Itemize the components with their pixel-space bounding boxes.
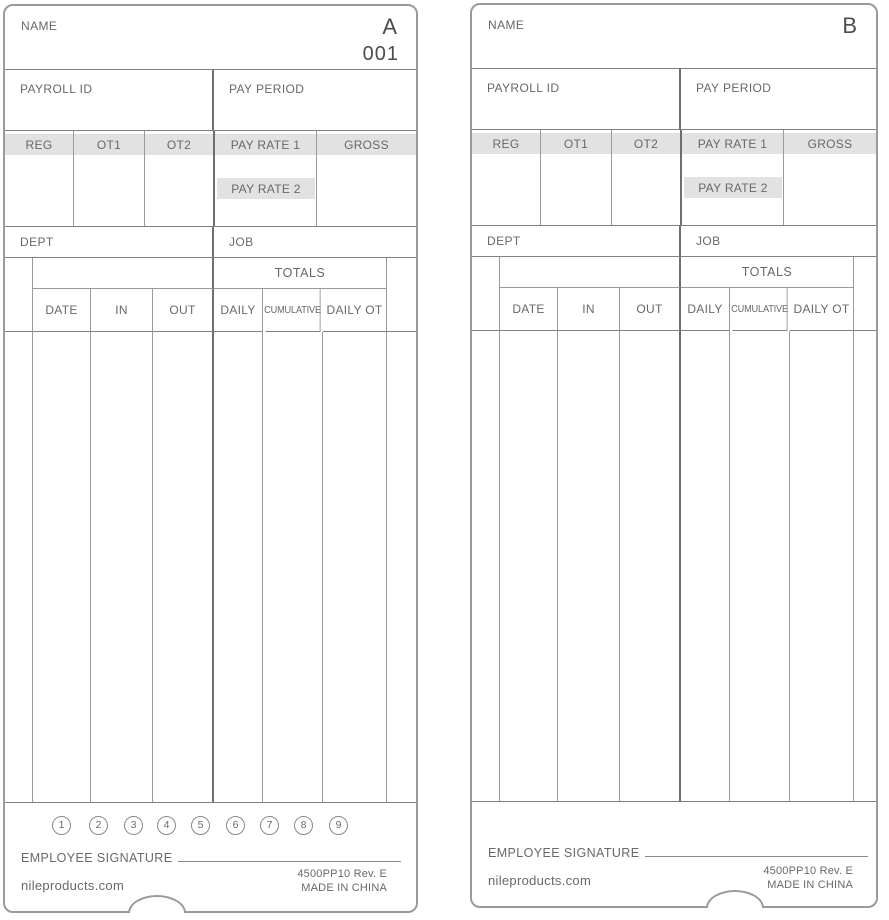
pay-period-label: PAY PERIOD — [229, 82, 305, 96]
ot2-cell — [612, 130, 682, 225]
punch-number-circle-9: 9 — [329, 816, 348, 835]
gross-cell — [317, 131, 416, 226]
employee-signature-label: EMPLOYEE SIGNATURE — [488, 846, 640, 860]
column-header-date: DATE — [500, 288, 558, 331]
punch-column — [472, 331, 500, 801]
punch-column — [263, 332, 323, 802]
punch-number-circle-4: 4 — [157, 816, 176, 835]
ot2-cell — [145, 131, 215, 226]
job-cell — [681, 226, 876, 256]
punch-number-circle-6: 6 — [226, 816, 245, 835]
punch-column — [323, 332, 387, 802]
part-number-text: 4500PP10 Rev. E — [763, 865, 853, 877]
ot1-header: OT1 — [74, 134, 144, 155]
ot1-cell — [74, 131, 145, 226]
dept-job-section — [472, 226, 876, 257]
punch-column — [681, 331, 730, 801]
print-info — [763, 865, 853, 892]
punch-column — [854, 331, 876, 801]
punch-number-row — [5, 816, 416, 836]
pay-period-cell — [214, 70, 416, 130]
reg-cell — [472, 130, 541, 225]
reg-header: REG — [472, 133, 540, 154]
job-label: JOB — [696, 234, 721, 248]
column-header-date: DATE — [33, 289, 91, 332]
narrow-left-column-header — [472, 257, 500, 331]
website-text: nileproducts.com — [21, 878, 125, 893]
punch-column — [558, 331, 620, 801]
pay-period-cell — [681, 69, 876, 129]
ot1-header: OT1 — [541, 133, 611, 154]
punch-number-circle-7: 7 — [260, 816, 279, 835]
narrow-left-column-header — [5, 258, 33, 332]
column-header-out: OUT — [153, 289, 214, 332]
pay-rate-1-header: PAY RATE 1 — [682, 133, 783, 154]
payroll-period-section — [472, 69, 876, 130]
punch-column — [730, 331, 790, 801]
column-header-in: IN — [558, 288, 620, 331]
ot1-cell — [541, 130, 612, 225]
name-label: NAME — [21, 19, 58, 33]
punch-number-circle-3: 3 — [124, 816, 143, 835]
card-footer — [5, 803, 416, 911]
punch-column — [620, 331, 681, 801]
punch-column — [500, 331, 558, 801]
ot2-header: OT2 — [612, 133, 680, 154]
print-info — [297, 868, 387, 895]
pay-rate-1-header: PAY RATE 1 — [215, 134, 316, 155]
job-cell — [214, 227, 416, 257]
gross-header: GROSS — [784, 133, 876, 154]
dept-cell — [472, 226, 681, 256]
ot2-header: OT2 — [145, 134, 213, 155]
punch-number-circle-2: 2 — [89, 816, 108, 835]
punch-column — [214, 332, 263, 802]
rates-section — [472, 130, 876, 226]
rates-section — [5, 131, 416, 227]
reg-header: REG — [5, 134, 73, 155]
column-header-daily: DAILY — [214, 289, 263, 332]
signature-line — [645, 844, 868, 857]
time-card-side-b — [470, 3, 878, 908]
name-section — [5, 6, 416, 70]
reg-cell — [5, 131, 74, 226]
dept-label: DEPT — [20, 235, 54, 249]
narrow-right-column-header — [854, 257, 876, 331]
card-side-letter: A — [382, 14, 397, 39]
gross-header: GROSS — [317, 134, 416, 155]
punch-number-circle-8: 8 — [294, 816, 313, 835]
payroll-period-section — [5, 70, 416, 131]
card-footer — [472, 802, 876, 906]
origin-text: MADE IN CHINA — [767, 878, 853, 891]
signature-row — [21, 849, 401, 865]
column-header-cumulative: CUMULATIVE — [732, 288, 787, 331]
punch-column — [33, 332, 91, 802]
punch-column — [387, 332, 416, 802]
dept-label: DEPT — [487, 234, 521, 248]
punch-number-circle-5: 5 — [191, 816, 210, 835]
pay-period-label: PAY PERIOD — [696, 81, 772, 95]
signature-line — [178, 849, 401, 862]
website-text: nileproducts.com — [488, 873, 592, 888]
column-header-in: IN — [91, 289, 153, 332]
pay-rate-cell — [215, 131, 317, 226]
dept-job-section — [5, 227, 416, 258]
signature-row — [488, 844, 868, 860]
dept-cell — [5, 227, 214, 257]
punch-grid — [472, 257, 876, 802]
employee-signature-label: EMPLOYEE SIGNATURE — [21, 851, 173, 865]
punch-grid — [5, 258, 416, 803]
column-header-daily-ot: DAILY OT — [790, 288, 854, 331]
pay-rate-2-header: PAY RATE 2 — [684, 177, 782, 198]
punch-number-circle-1: 1 — [52, 816, 71, 835]
payroll-id-label: PAYROLL ID — [487, 81, 560, 95]
merged-header-cell — [500, 257, 681, 288]
part-number-text: 4500PP10 Rev. E — [297, 868, 387, 880]
card-number: 001 — [362, 43, 399, 65]
punch-column — [5, 332, 33, 802]
card-side-letter: B — [842, 13, 857, 38]
column-header-daily-ot: DAILY OT — [323, 289, 387, 332]
totals-header: TOTALS — [681, 257, 854, 288]
name-section — [472, 5, 876, 69]
time-card-side-a — [3, 4, 418, 913]
gross-cell — [784, 130, 876, 225]
punch-column — [790, 331, 854, 801]
pay-rate-2-header: PAY RATE 2 — [217, 178, 315, 199]
column-header-cumulative: CUMULATIVE — [265, 289, 320, 332]
payroll-id-cell — [472, 69, 681, 129]
punch-column — [153, 332, 214, 802]
column-header-daily: DAILY — [681, 288, 730, 331]
punch-column — [91, 332, 153, 802]
merged-header-cell — [33, 258, 214, 289]
payroll-id-cell — [5, 70, 214, 130]
payroll-id-label: PAYROLL ID — [20, 82, 93, 96]
job-label: JOB — [229, 235, 254, 249]
name-label: NAME — [488, 18, 525, 32]
narrow-right-column-header — [387, 258, 416, 332]
totals-header: TOTALS — [214, 258, 387, 289]
pay-rate-cell — [682, 130, 784, 225]
column-header-out: OUT — [620, 288, 681, 331]
origin-text: MADE IN CHINA — [301, 881, 387, 894]
